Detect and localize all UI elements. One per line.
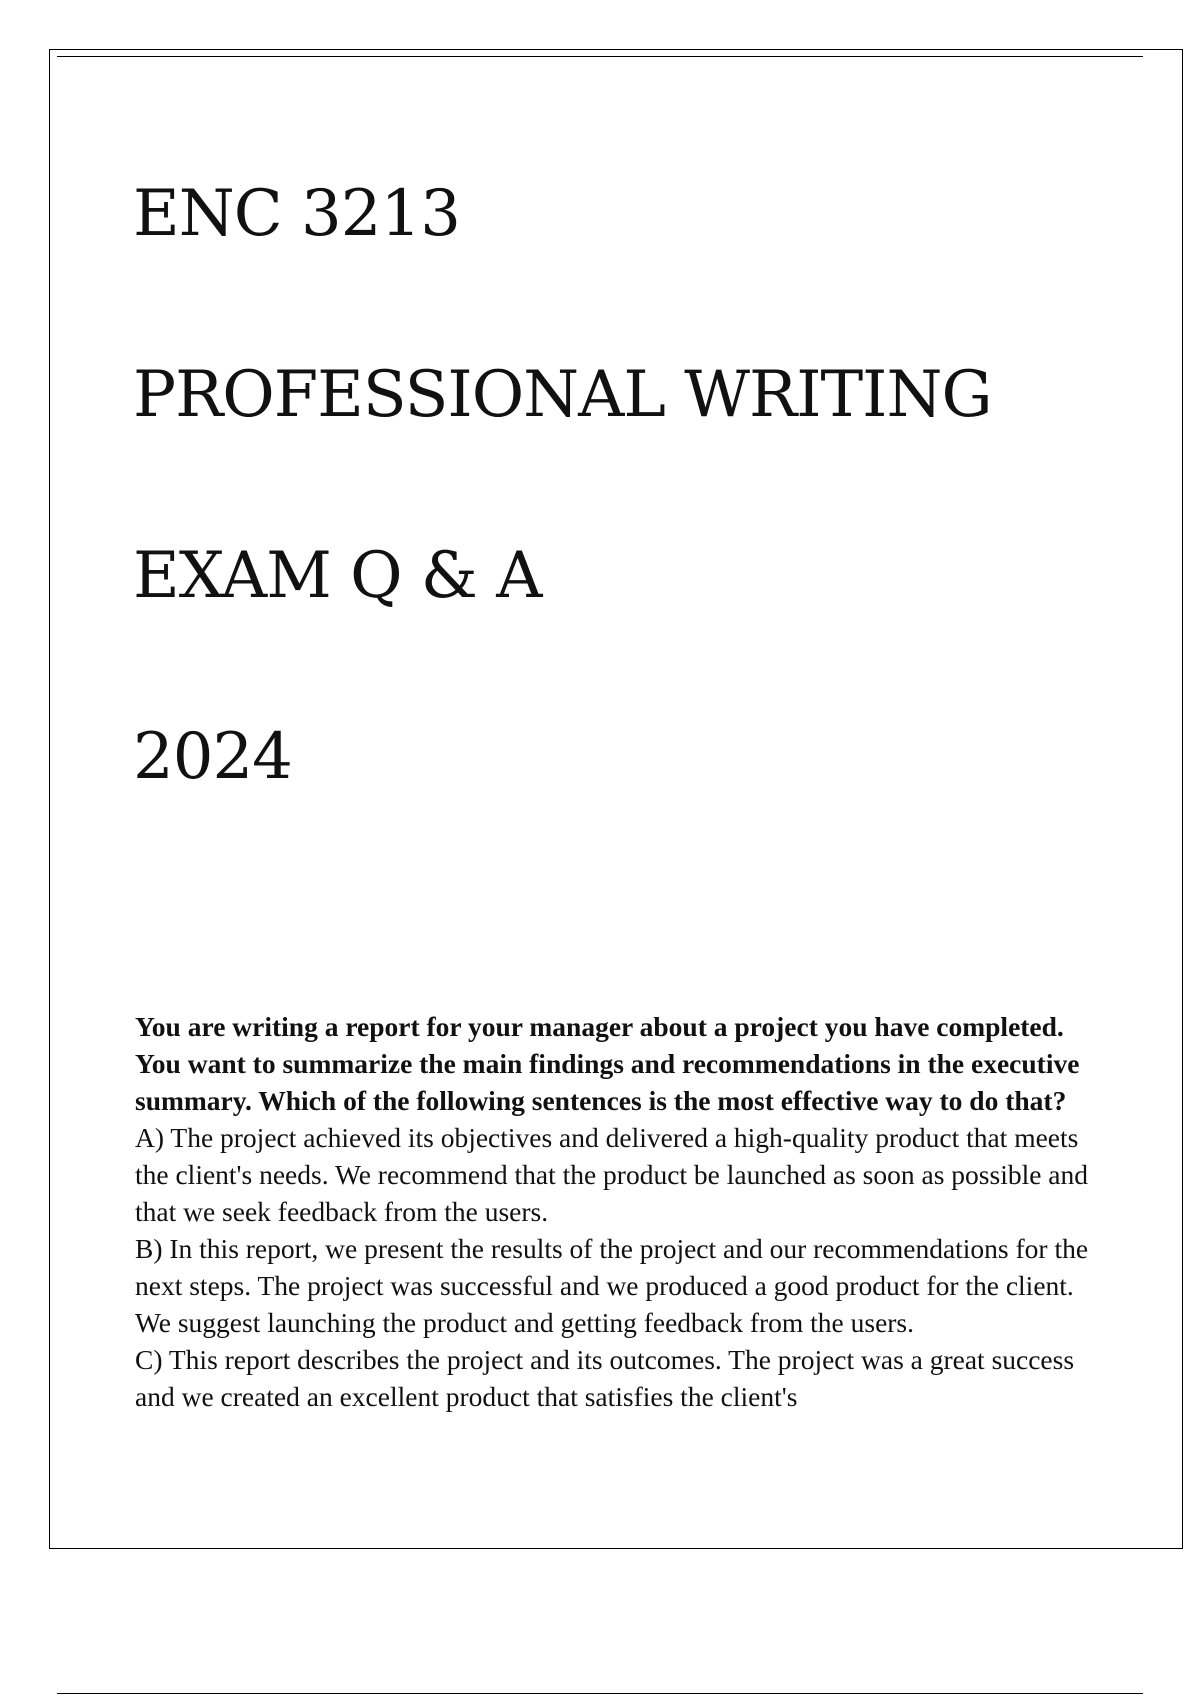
question-block [135,1008,1095,1415]
answer-option-a: A) The project achieved its objectives and delivered a high-quality product that meets the client's needs. We recommend that the product be launched as soon as possible and that we seek feedback from the users. [135,1122,1089,1227]
course-name-title: PROFESSIONAL WRITING [133,358,992,432]
course-code-title: ENC 3213 [133,177,460,251]
bottom-rule [57,1693,1143,1694]
year-title: 2024 [133,720,292,794]
answer-option-b: B) In this report, we present the results of the project and our recommendations for the next steps. The project was successful and we produced a good product for the client. We suggest launching the product and getting feedback from the users. [135,1233,1089,1338]
question-text: You are writing a report for your manager about a project you have completed. You want to summarize the main findings and recommendations in the executive summary. Which of the following sentences is the most effective way to do that? [135,1011,1080,1116]
exam-title: EXAM Q & A [133,539,542,613]
answer-option-c: C) This report describes the project and its outcomes. The project was a great success and we created an excellent product that satisfies the client's [135,1344,1075,1412]
